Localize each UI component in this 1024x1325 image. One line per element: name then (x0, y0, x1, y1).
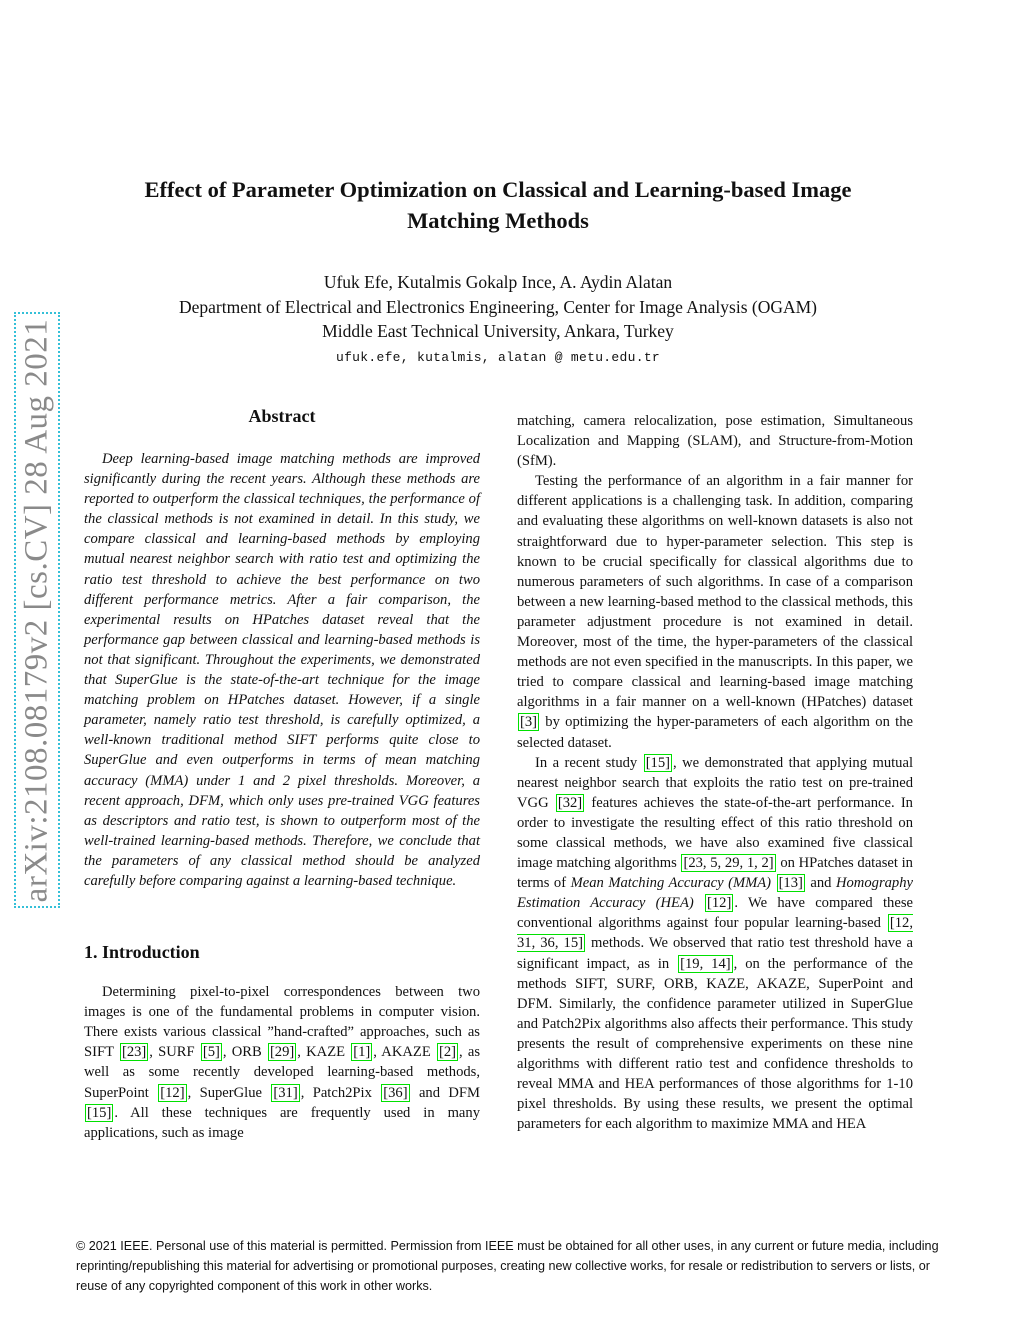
introduction-heading: 1. Introduction (84, 942, 200, 963)
paper-title: Effect of Parameter Optimization on Classical and Learning-based Image Matching Methods (144, 177, 852, 233)
term-mma: Mean Matching Accuracy (MMA) (570, 875, 772, 892)
author-department: Department of Electrical and Electronics Engineering, Center for Image Analysis (OGAM) (178, 296, 818, 317)
citation-link[interactable]: [1] (353, 1044, 371, 1061)
citation-link[interactable]: [15] (645, 754, 671, 771)
citation-link[interactable]: [12] (707, 895, 732, 912)
abstract-heading: Abstract (248, 406, 316, 426)
citation-link[interactable]: [15] (87, 1104, 112, 1121)
term-hea: Homography Estimation Accuracy (HEA) (517, 875, 913, 912)
intro-paragraph-1-continued: matching, camera relocalization, pose estimation, Simultaneous Localization and Mapping (SLAM), and Structure-from-Motion (SfM). (517, 413, 913, 470)
citation-link[interactable]: [32] (557, 794, 583, 811)
citation-link[interactable]: [13] (778, 875, 803, 892)
citation-link[interactable]: [29] (269, 1044, 295, 1061)
copyright-notice: © 2021 IEEE. Personal use of this material is permitted. Permission from IEEE must be obtained for all other uses, in any current or future media, including reprinting/republishing this material for advertising or promotional purposes, creating new collective works, for resale or redistribution to servers or lists, or reuse of any copyrighted component of this work in other works. (76, 1239, 939, 1293)
right-column (517, 411, 913, 1134)
author-university: Middle East Technical University, Ankara, Turkey (322, 321, 674, 341)
citation-link[interactable]: [23] (121, 1044, 147, 1061)
left-column (84, 404, 480, 1143)
arxiv-stamp (14, 312, 60, 908)
citation-link[interactable]: [19, 14] (680, 955, 731, 972)
citation-link[interactable]: [3] (520, 714, 538, 731)
intro-paragraph-3: In a recent study [15] , we demonstrated that applying mutual nearest neighbor search that exploits the ratio test on pre-trained VGG [32] features achieves the state-of-the-art performance. In order to investigate the resulting effect of this ratio threshold on some classical methods, we have also examined five classical image matching algorithms [23, 5, 29, 1, 2] on HPatches dataset in terms of Mean Matching Accuracy (MMA) [13] and Homography Estimation Accuracy (HEA) [12] . We have compared these conventional algorithms against four popular learning-based [12, 31, 36, 15] methods. We observed that ratio test threshold have a significant impact, as in [19, 14] , on the performance of the methods SIFT, SURF, ORB, KAZE, AKAZE, SuperPoint and DFM. Similarly, the confidence parameter utilized in SuperGlue and Patch2Pix algorithms also affects their performance. This study presents the result of comprehensive experiments on these nine algorithms with different ratio test and confidence thresholds to reveal MMA and HEA performances of those algorithms for 1-10 pixel thresholds. By using these results, we present the optimal parameters for each algorithm to maximize MMA and HEA (517, 754, 914, 1133)
abstract-text: Deep learning-based image matching methods are improved significantly during the recent years. Although these methods are reported to outperform the classical techniques, the performance of the classical methods is not examined in detail. In this study, we compare classical and learning-based methods by employing mutual nearest neighbor search with ratio test and optimizing the ratio test threshold to achieve the best performance on two different performance metrics. After a fair comparison, the experimental results on HPatches dataset reveal that the performance gap between classical and learning-based methods is not that significant. Throughout the experiments, we demonstrated that SuperGlue is the state-of-the-art technique for the image matching problem on HPatches dataset. However, if a single parameter, namely ratio test threshold, is carefully optimized, a well-known traditional method SIFT performs quite close to SuperGlue and even outperforms in terms of mean matching accuracy (MMA) under 1 and 2 pixel thresholds. Moreover, a recent approach, DFM, which only uses pre-trained VGG features as descriptors and ratio test, is shown to outperform most of the well-trained learning-based methods. Therefore, we conclude that the parameters of any classical method should be analyzed carefully before comparing against a learning-based technique. (84, 451, 480, 889)
intro-paragraph-1: Determining pixel-to-pixel correspondences between two images is one of the fundamental problems in computer vision. There exists various classical ”hand-crafted” approaches, such as SIFT [23] , SURF [5] , ORB [29] , KAZE [1] , AKAZE [2] , as well as some recently developed learning-based methods, SuperPoint [12] , SuperGlue [31] , Patch2Pix [36] and DFM [15] . All these techniques are frequently used in many applications, such as image (84, 984, 481, 1141)
citation-link[interactable]: [2] (438, 1044, 456, 1061)
citation-link[interactable]: [12, 31, 36, 15] (517, 915, 913, 952)
citation-link[interactable]: [5] (202, 1044, 220, 1061)
intro-paragraph-2: Testing the performance of an algorithm in a fair manner for different applications is a challenging task. In addition, comparing and evaluating these algorithms on well-known datasets is also not straightforward due to hyper-parameter selection. This step is known to be crucial specifically for classical algorithms due to numerous parameters of such algorithms. In case of a comparison between a new learning-based method to the classical methods, this parameter adjustment procedure is not examined in detail. Moreover, most of the time, the hyper-parameters of the classical methods are not even specified in the manuscripts. In this paper, we tried to compare classical and learning-based image matching algorithms in a fair manner on a well-known (HPatches) dataset [3] by optimizing the hyper-parameters of each algorithm on the selected dataset. (517, 473, 913, 751)
citation-link[interactable]: [12] (160, 1084, 185, 1101)
author-email: ufuk.efe, kutalmis, alatan @ metu.edu.tr (335, 349, 661, 365)
author-block (100, 270, 896, 370)
author-names: Ufuk Efe, Kutalmis Gokalp Ince, A. Aydin Alatan (323, 272, 673, 292)
citation-link[interactable]: [31] (273, 1084, 298, 1101)
citation-link[interactable]: [23, 5, 29, 1, 2] (683, 855, 774, 872)
arxiv-id: arXiv:2108.08179v2 [cs.CV] 28 Aug 2021 (18, 318, 55, 902)
citation-link[interactable]: [36] (383, 1084, 408, 1101)
